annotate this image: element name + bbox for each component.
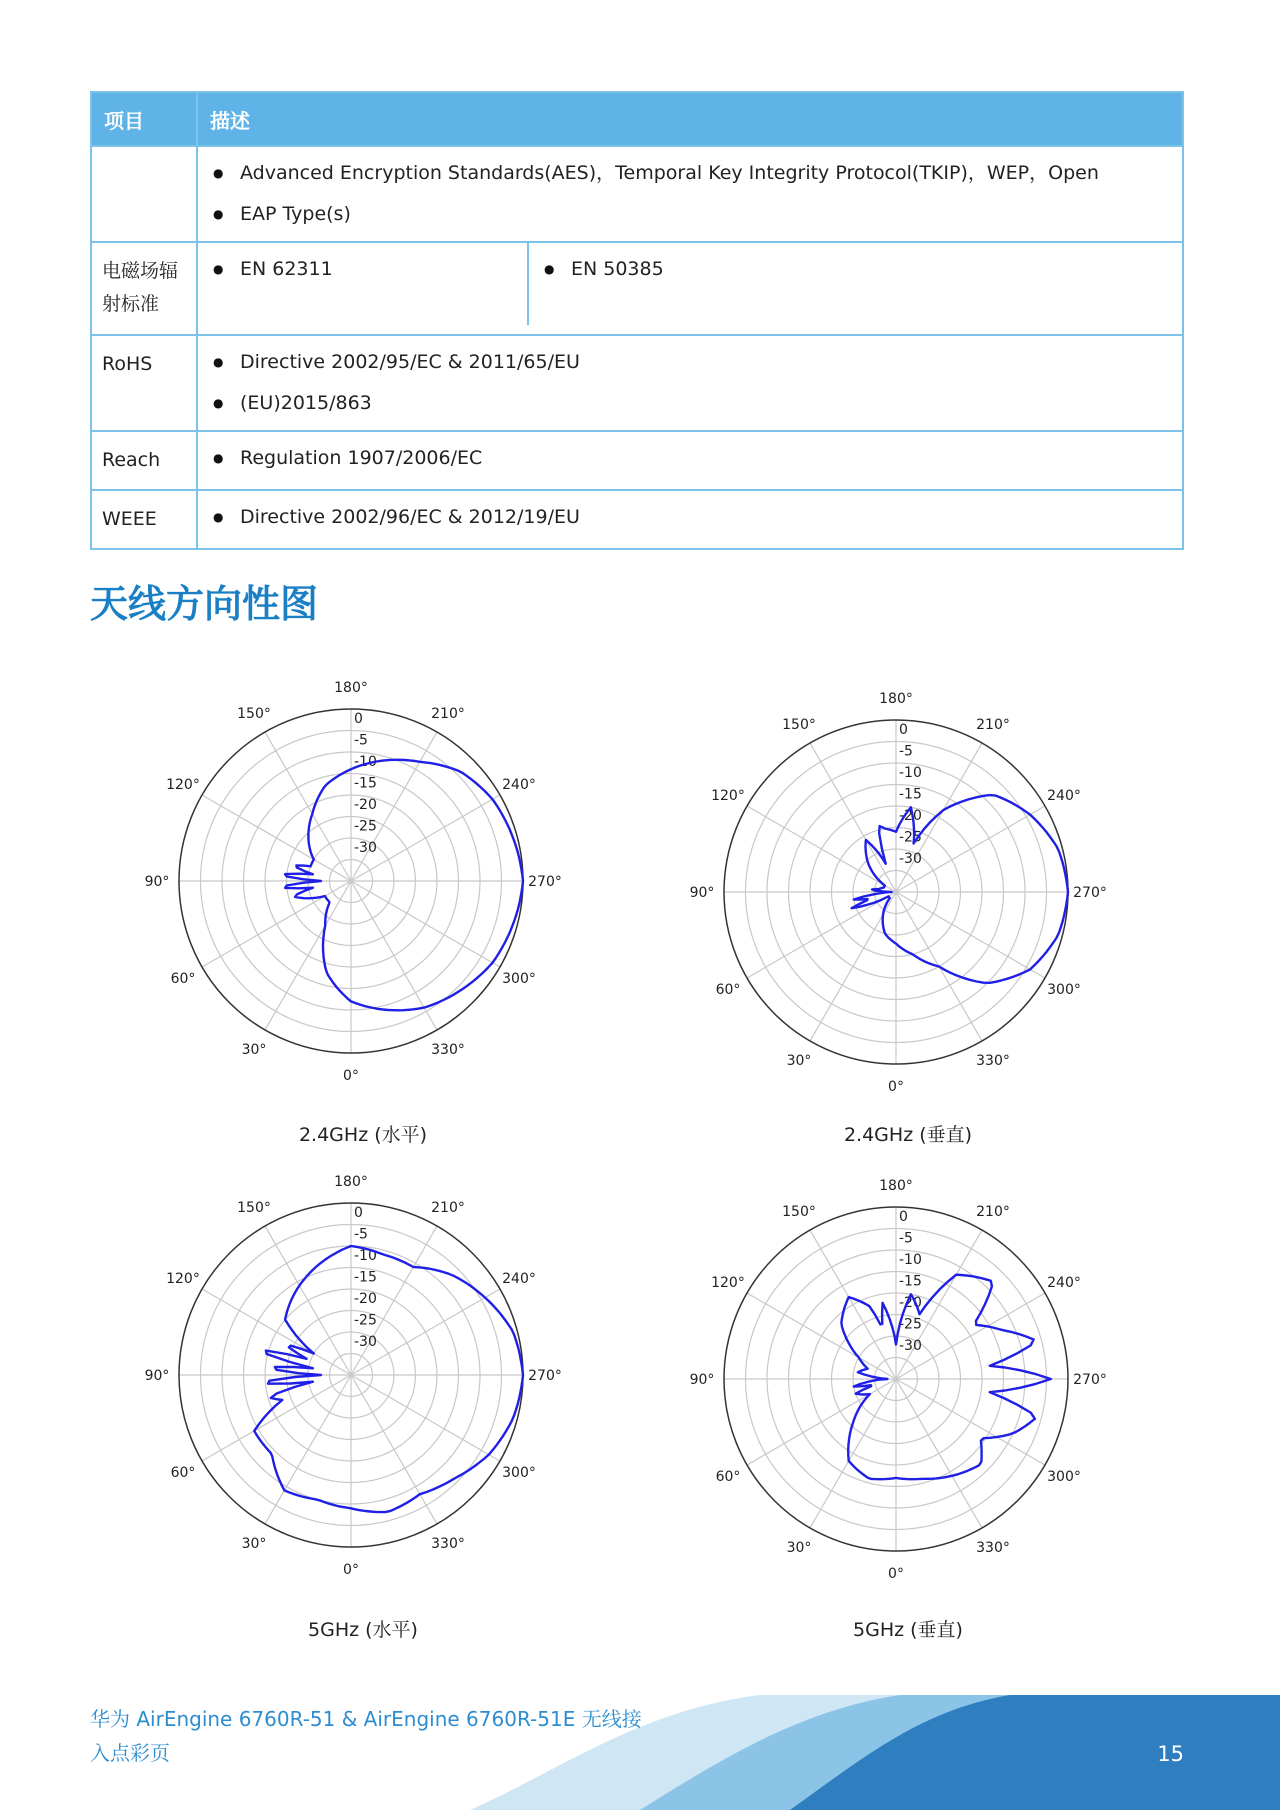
grid-spoke: [810, 743, 896, 892]
radial-tick-label: -30: [354, 1334, 377, 1350]
angle-tick-label: 180°: [334, 680, 368, 696]
polar-plot-svg: [682, 678, 1110, 1106]
angle-tick-label: 210°: [431, 1199, 465, 1216]
list-item: ● EN 50385: [541, 249, 664, 290]
angle-tick-label: 0°: [343, 1068, 359, 1084]
grid-spoke: [896, 892, 1045, 978]
radial-tick-label: -10: [899, 1252, 922, 1268]
emf-right: [529, 243, 676, 325]
grid-spoke: [351, 1375, 500, 1461]
angle-tick-label: 120°: [166, 777, 200, 793]
polar-chart-24ghz-horizontal: [137, 667, 565, 1095]
row-desc-reach: [197, 431, 1183, 490]
radial-tick-label: -15: [354, 1269, 377, 1286]
angle-tick-label: 30°: [241, 1536, 267, 1553]
angle-tick-label: 300°: [502, 971, 536, 987]
radial-tick-label: -30: [899, 1338, 922, 1354]
angle-tick-label: 60°: [170, 1465, 196, 1481]
angle-tick-label: 240°: [502, 1271, 536, 1287]
angle-tick-label: 240°: [502, 777, 536, 793]
angle-tick-label: 210°: [976, 716, 1010, 733]
angle-tick-label: 180°: [879, 1178, 913, 1194]
row-desc-emf: [197, 242, 1183, 335]
grid-spoke: [747, 1293, 896, 1379]
spec-table: [90, 91, 1184, 550]
angle-tick-label: 0°: [888, 1566, 904, 1582]
angle-tick-label: 240°: [1047, 1275, 1081, 1291]
angle-tick-label: 330°: [431, 1536, 465, 1553]
row-item-emf: 电磁场辐射标准: [91, 242, 197, 335]
angle-tick-label: 30°: [786, 1540, 812, 1557]
angle-tick-label: 120°: [711, 788, 745, 804]
grid-spoke: [896, 1379, 1045, 1465]
radial-tick-label: 0: [354, 1205, 363, 1221]
angle-tick-label: 330°: [431, 1042, 465, 1059]
radial-tick-label: 0: [899, 1209, 908, 1225]
angle-tick-label: 150°: [782, 1203, 816, 1220]
polar-chart-5ghz-horizontal: [137, 1161, 565, 1589]
chart-caption: 5GHz (水平): [308, 1619, 418, 1641]
row-desc-rohs: [197, 335, 1183, 431]
row-item-reach: Reach: [91, 431, 197, 490]
grid-spoke: [202, 1289, 351, 1375]
angle-tick-label: 90°: [689, 885, 715, 901]
angle-tick-label: 270°: [1073, 1372, 1107, 1388]
radial-tick-label: -15: [899, 1273, 922, 1290]
polar-plot-svg: [682, 1165, 1110, 1593]
angle-tick-label: 330°: [976, 1053, 1010, 1070]
angle-tick-label: 60°: [715, 982, 741, 998]
angle-tick-label: 120°: [166, 1271, 200, 1287]
table-row: [91, 431, 1183, 490]
grid-spoke: [896, 1379, 982, 1528]
radial-tick-label: -25: [354, 1312, 377, 1329]
list-item: ● EN 62311: [210, 249, 515, 290]
row-desc-weee: [197, 490, 1183, 549]
radial-tick-label: -10: [354, 1248, 377, 1264]
table-row: [91, 146, 1183, 242]
header-desc: 描述: [197, 92, 1183, 146]
angle-tick-label: 180°: [334, 1174, 368, 1190]
grid-spoke: [265, 1375, 351, 1524]
radial-tick-label: 0: [899, 722, 908, 738]
table-row: [91, 335, 1183, 431]
chart-caption: 5GHz (垂直): [853, 1619, 963, 1641]
radial-tick-label: -15: [899, 786, 922, 803]
footer-title: 华为 AirEngine 6760R-51 & AirEngine 6760R-51E 无线接入点彩页: [90, 1707, 642, 1765]
radial-tick-label: -25: [899, 1316, 922, 1333]
grid-spoke: [351, 881, 500, 967]
list-item: ● Directive 2002/96/EC & 2012/19/EU: [210, 497, 1170, 538]
pattern-line: [852, 795, 1068, 983]
radial-tick-label: -30: [354, 840, 377, 856]
table-row: [91, 242, 1183, 335]
list-item: ● EAP Type(s): [210, 194, 1170, 235]
radial-tick-label: 0: [354, 711, 363, 727]
radial-tick-label: -10: [899, 765, 922, 781]
radial-tick-label: -20: [899, 1295, 922, 1311]
angle-tick-label: 300°: [1047, 1469, 1081, 1485]
angle-tick-label: 0°: [888, 1079, 904, 1095]
radial-tick-label: -20: [354, 1291, 377, 1307]
grid-spoke: [265, 732, 351, 881]
angle-tick-label: 60°: [715, 1469, 741, 1485]
polar-chart-24ghz-vertical: [682, 678, 1110, 1106]
angle-tick-label: 150°: [237, 1199, 271, 1216]
radial-tick-label: -15: [354, 775, 377, 792]
polar-plot-svg: [137, 667, 565, 1095]
list-item: ● Regulation 1907/2006/EC: [210, 438, 1170, 479]
header-item: 项目: [91, 92, 197, 146]
angle-tick-label: 270°: [528, 1368, 562, 1384]
radial-tick-label: -25: [899, 829, 922, 846]
angle-tick-label: 210°: [431, 705, 465, 722]
row-item-weee: WEEE: [91, 490, 197, 549]
angle-tick-label: 0°: [343, 1562, 359, 1578]
angle-tick-label: 150°: [237, 705, 271, 722]
table-row: [91, 490, 1183, 549]
radial-tick-label: -5: [899, 1230, 913, 1247]
chart-caption: 2.4GHz (水平): [298, 1124, 428, 1146]
angle-tick-label: 210°: [976, 1203, 1010, 1220]
grid-spoke: [747, 892, 896, 978]
grid-spoke: [202, 1375, 351, 1461]
list-item: ● Advanced Encryption Standards(AES)，Temporal Key Integrity Protocol(TKIP)，WEP，Open: [210, 153, 1170, 194]
emf-left: [198, 243, 529, 325]
angle-tick-label: 180°: [879, 691, 913, 707]
angle-tick-label: 330°: [976, 1540, 1010, 1557]
grid-spoke: [202, 881, 351, 967]
angle-tick-label: 60°: [170, 971, 196, 987]
grid-spoke: [351, 1375, 437, 1524]
polar-plot-svg: [137, 1161, 565, 1589]
grid-spoke: [265, 881, 351, 1030]
list-item: ● Directive 2002/95/EC & 2011/65/EU: [210, 342, 1170, 383]
bullet-list: [210, 153, 1170, 235]
list-item: ● (EU)2015/863: [210, 383, 1170, 424]
angle-tick-label: 270°: [528, 874, 562, 890]
angle-tick-label: 30°: [241, 1042, 267, 1059]
grid-spoke: [810, 1379, 896, 1528]
angle-tick-label: 270°: [1073, 885, 1107, 901]
row-desc-encryption: [197, 146, 1183, 242]
split-cell: [198, 243, 1182, 325]
page-number: 15: [1157, 1742, 1184, 1766]
radial-tick-label: -20: [899, 808, 922, 824]
angle-tick-label: 90°: [689, 1372, 715, 1388]
angle-tick-label: 300°: [1047, 982, 1081, 998]
row-item-encryption: [91, 146, 197, 242]
angle-tick-label: 240°: [1047, 788, 1081, 804]
angle-tick-label: 90°: [144, 1368, 170, 1384]
angle-tick-label: 150°: [782, 716, 816, 733]
page-footer: [0, 1690, 1280, 1810]
radial-tick-label: -30: [899, 851, 922, 867]
grid-spoke: [202, 795, 351, 881]
radial-tick-label: -5: [354, 1226, 368, 1243]
angle-tick-label: 120°: [711, 1275, 745, 1291]
radial-tick-label: -20: [354, 797, 377, 813]
row-item-rohs: RoHS: [91, 335, 197, 431]
radial-tick-label: -5: [899, 743, 913, 760]
angle-tick-label: 90°: [144, 874, 170, 890]
radial-tick-label: -10: [354, 754, 377, 770]
polar-chart-5ghz-vertical: [682, 1165, 1110, 1593]
section-title: 天线方向性图: [90, 582, 319, 626]
angle-tick-label: 30°: [786, 1053, 812, 1070]
grid-spoke: [747, 1379, 896, 1465]
angle-tick-label: 300°: [502, 1465, 536, 1481]
chart-caption: 2.4GHz (垂直): [843, 1124, 973, 1146]
table-header-row: [91, 92, 1183, 146]
radial-tick-label: -5: [354, 732, 368, 749]
radial-tick-label: -25: [354, 818, 377, 835]
